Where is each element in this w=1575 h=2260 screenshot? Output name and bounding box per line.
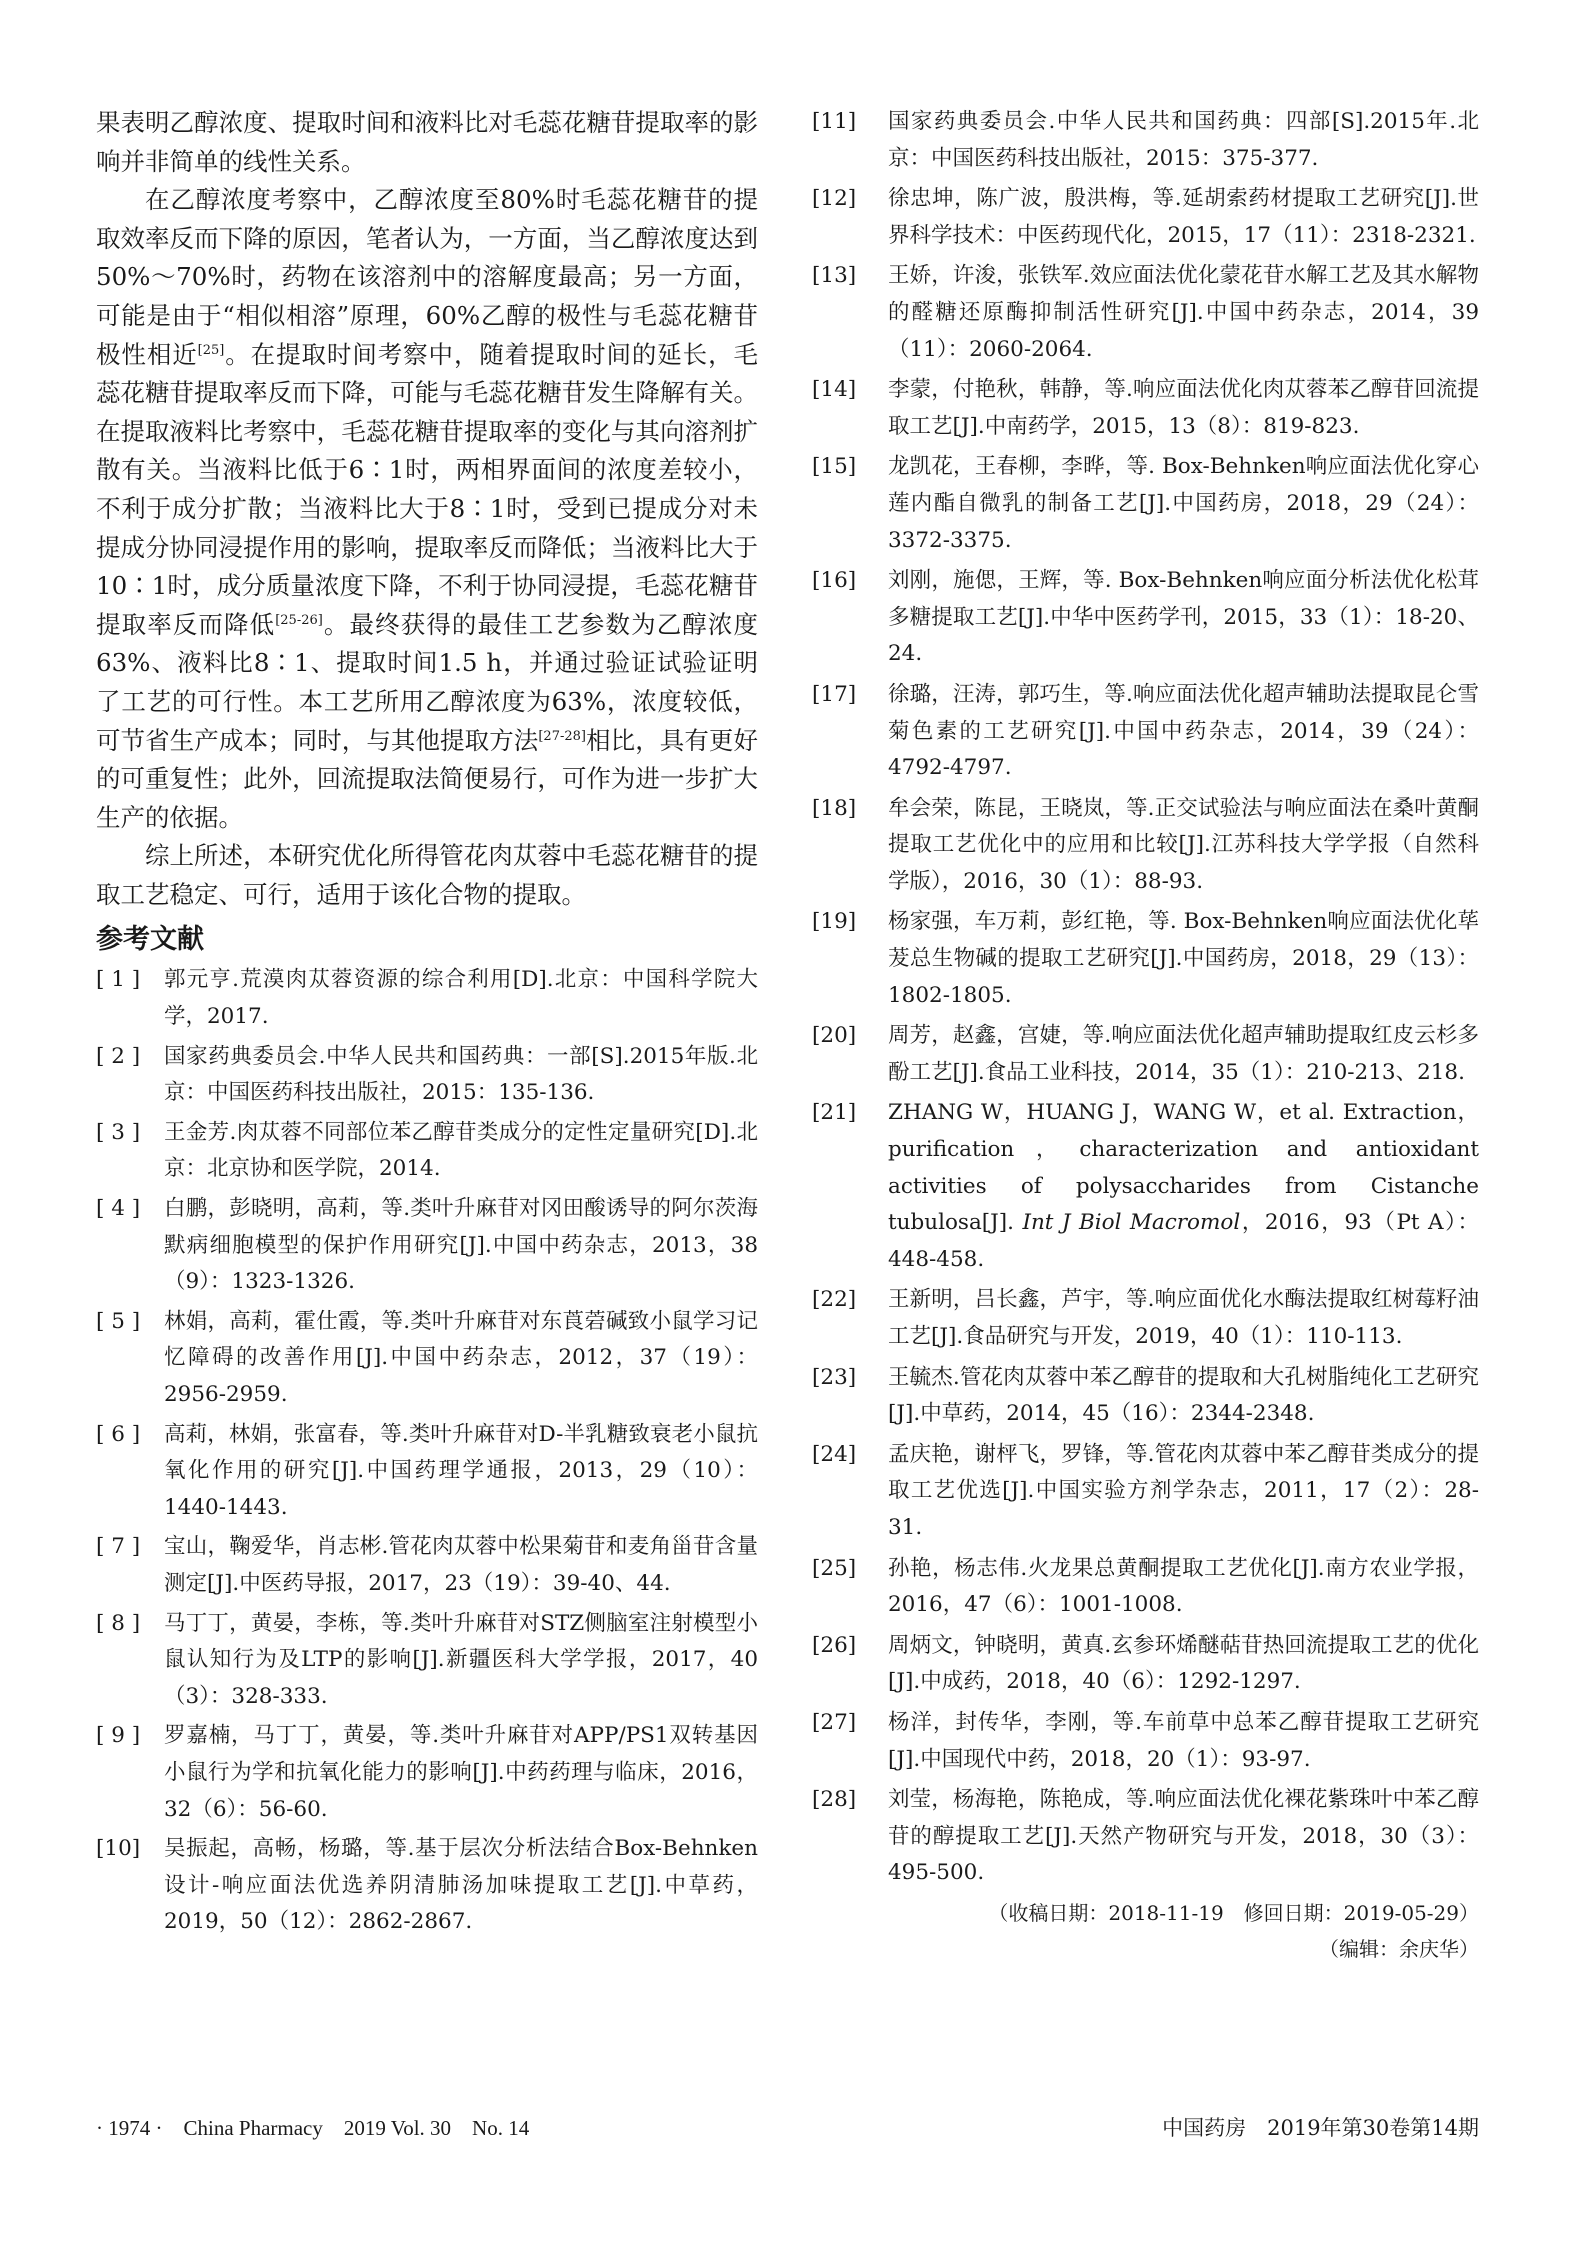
reference-item — [812, 1018, 1479, 1091]
reference-text: 杨洋，封传华，李刚，等.车前草中总苯乙醇苷提取工艺研究[J].中国现代中药，2018，20（1）：93-97. — [888, 1709, 1479, 1772]
paragraph-2-part-b: 。在提取时间考察中，随着提取时间的延长，毛蕊花糖苷提取率反而下降，可能与毛蕊花糖苷发生降解有关。在提取液料比考察中，毛蕊花糖苷提取率的变化与其向溶剂扩散有关。当液料比低于6∶1时，两相界面间的浓度差较小，不利于成分扩散；当液料比大于8∶1时，受到已提成分对未提成分协同浸提作用的影响，提取率反而降低；当液料比大于10∶1时，成分质量浓度下降，不利于协同浸提，毛蕊花糖苷提取率反而降低 — [96, 339, 759, 639]
reference-text: 刘刚，施偲，王辉，等. Box-Behnken响应面分析法优化松茸多糖提取工艺[J].中华中医药学刊，2015，33（1）：18-20、24. — [888, 568, 1479, 667]
journal-name-italic: Int J Biol Macromol — [1022, 1210, 1241, 1236]
reference-number: [ 9 ] — [96, 1723, 141, 1749]
reference-item — [812, 1282, 1479, 1355]
reference-item — [812, 1437, 1479, 1547]
reference-item — [812, 1628, 1479, 1701]
reference-item — [96, 1304, 758, 1414]
reference-item — [812, 1782, 1479, 1892]
footer-journal-info-english: · 1974 · China Pharmacy 2019 Vol. 30 No. 14 — [96, 2116, 530, 2140]
reference-item — [96, 1529, 758, 1602]
body-paragraph-3: 综上所述，本研究优化所得管花肉苁蓉中毛蕊花糖苷的提取工艺稳定、可行，适用于该化合物的提取。 — [96, 841, 758, 909]
reference-number: [21] — [812, 1100, 857, 1126]
reference-text: 徐忠坤，陈广波，殷洪梅，等.延胡索药材提取工艺研究[J].世界科学技术：中医药现代化，2015，17（11）：2318-2321. — [888, 186, 1479, 248]
reference-item — [96, 1417, 758, 1527]
reference-item — [812, 372, 1479, 445]
reference-number: [13] — [812, 263, 857, 289]
reference-number: [ 8 ] — [96, 1610, 141, 1636]
body-paragraph-2 — [96, 181, 758, 837]
reference-item — [812, 1360, 1479, 1433]
reference-item — [812, 258, 1479, 368]
reference-text: 宝山，鞠爱华，肖志彬.管花肉苁蓉中松果菊苷和麦角甾苷含量测定[J].中医药导报，2017，23（19）：39-40、44. — [164, 1534, 758, 1596]
reference-text: 周炳文，钟晓明，黄真.玄参环烯醚萜苷热回流提取工艺的优化[J].中成药，2018，40（6）：1292-1297. — [888, 1632, 1479, 1695]
citation-27-28: [27-28] — [538, 728, 586, 744]
reference-item — [96, 1115, 758, 1188]
reference-text: 李蒙，付艳秋，韩静，等.响应面法优化肉苁蓉苯乙醇苷回流提取工艺[J].中南药学，2015，13（8）：819-823. — [888, 377, 1479, 439]
reference-number: [17] — [812, 681, 857, 707]
reference-text: 王金芳.肉苁蓉不同部位苯乙醇苷类成分的定性定量研究[D].北京：北京协和医学院，2014. — [164, 1119, 758, 1182]
references-list-left — [96, 962, 758, 1940]
reference-number: [20] — [812, 1023, 857, 1049]
references-heading: 参考文献 — [96, 924, 204, 956]
reference-text: 罗嘉楠，马丁丁，黄晏，等.类叶升麻苷对APP/PS1双转基因小鼠行为学和抗氧化能力的影响[J].中药药理与临床，2016，32（6）：56-60. — [164, 1723, 758, 1822]
paragraph-2-part-d: 相比，具有更好的可重复性；此外，回流提取法简便易行，可作为进一步扩大生产的依据。 — [96, 725, 759, 832]
reference-number: [27] — [812, 1709, 857, 1735]
reference-number: [ 4 ] — [96, 1196, 141, 1222]
reference-number: [ 3 ] — [96, 1119, 141, 1145]
reference-text: ZHANG W，HUANG J，WANG W，et al. Extraction，purification，characterization and antioxidant activities of polysaccharides from Cistanche tubulosa[J]. — [888, 1100, 1479, 1236]
reference-item — [812, 1705, 1479, 1778]
reference-text: 王毓杰.管花肉苁蓉中苯乙醇苷的提取和大孔树脂纯化工艺研究[J].中草药，2014，45（16）：2344-2348. — [888, 1364, 1479, 1427]
reference-item — [96, 962, 758, 1035]
reference-number: [ 2 ] — [96, 1043, 141, 1069]
reference-item — [812, 1095, 1479, 1278]
reference-item — [812, 791, 1479, 901]
reference-number: [11] — [812, 109, 857, 134]
paragraph-2-part-c: 。最终获得的最佳工艺参数为乙醇浓度63%、液料比8∶1、提取时间1.5 h，并通过验证试验证明了工艺的可行性。本工艺所用乙醇浓度为63%，浓度较低，可节省生产成本；同时，与其他提取方法 — [96, 609, 759, 755]
reference-number: [19] — [812, 909, 857, 935]
reference-item — [96, 1191, 758, 1301]
reference-text: 周芳，赵鑫，宫婕，等.响应面法优化超声辅助提取红皮云杉多酚工艺[J].食品工业科技，2014，35（1）：210-213、218. — [888, 1023, 1479, 1085]
citation-25: [25] — [197, 342, 225, 358]
reference-item — [812, 181, 1479, 254]
reference-item — [812, 1551, 1479, 1624]
reference-number: [10] — [96, 1836, 141, 1862]
reference-item — [812, 449, 1479, 559]
editor-credit: （编辑：余庆华） — [1319, 1936, 1479, 1961]
reference-tail: ，2016，93（Pt A）：448-458. — [888, 1210, 1480, 1272]
reference-item — [812, 104, 1479, 177]
paragraph-2-part-a: 在乙醇浓度考察中，乙醇浓度至80%时毛蕊花糖苷的提取效率反而下降的原因，笔者认为，一方面，当乙醇浓度达到50%～70%时，药物在该溶剂中的溶解度最高；另一方面，可能是由于“相似相溶”原理，60%乙醇的极性与毛蕊花糖苷极性相近 — [96, 185, 758, 369]
reference-text: 郭元亨.荒漠肉苁蓉资源的综合利用[D].北京：中国科学院大学，2017. — [164, 967, 758, 1030]
reference-text: 龙凯花，王春柳，李晔，等. Box-Behnken响应面法优化穿心莲内酯自微乳的制备工艺[J].中国药房，2018，29（24）：3372-3375. — [888, 454, 1479, 553]
reference-number: [16] — [812, 568, 857, 594]
citation-25-26: [25-26] — [275, 612, 323, 628]
reference-text: 孟庆艳，谢枰飞，罗锋，等.管花肉苁蓉中苯乙醇苷类成分的提取工艺优选[J].中国实验方剂学杂志，2011，17（2）：28-31. — [888, 1441, 1479, 1540]
reference-number: [25] — [812, 1555, 857, 1581]
reference-item — [96, 1831, 758, 1941]
reference-text: 林娟，高莉，霍仕霞，等.类叶升麻苷对东莨菪碱致小鼠学习记忆障碍的改善作用[J].中国中药杂志，2012，37（19）：2956-2959. — [164, 1308, 758, 1407]
reference-number: [24] — [812, 1441, 857, 1467]
reference-item — [812, 677, 1479, 787]
reference-number: [23] — [812, 1364, 857, 1390]
right-column — [812, 104, 1479, 1966]
body-paragraph-1: 果表明乙醇浓度、提取时间和液料比对毛蕊花糖苷提取率的影响并非简单的线性关系。 — [96, 108, 758, 176]
reference-text: 马丁丁，黄晏，李栋，等.类叶升麻苷对STZ侧脑室注射模型小鼠认知行为及LTP的影响[J].新疆医科大学学报，2017，40（3）：328-333. — [164, 1610, 758, 1709]
received-revised-dates: （收稿日期：2018-11-19 修回日期：2019-05-29） — [988, 1900, 1479, 1925]
reference-number: [22] — [812, 1287, 857, 1313]
reference-number: [28] — [812, 1787, 857, 1813]
reference-text: 国家药典委员会.中华人民共和国药典：一部[S].2015年版.北京：中国医药科技出版社，2015：135-136. — [164, 1043, 758, 1106]
reference-text: 杨家强，车万莉，彭红艳，等. Box-Behnken响应面法优化荜茇总生物碱的提取工艺研究[J].中国药房，2018，29（13）：1802-1805. — [888, 909, 1479, 1008]
reference-text: 徐璐，汪涛，郭巧生，等.响应面法优化超声辅助法提取昆仑雪菊色素的工艺研究[J].中国中药杂志，2014，39（24）：4792-4797. — [888, 681, 1479, 781]
reference-number: [ 1 ] — [96, 967, 141, 993]
reference-text: 吴振起，高畅，杨璐，等.基于层次分析法结合Box-Behnken设计-响应面法优选养阴清肺汤加味提取工艺[J].中草药，2019，50（12）：2862-2867. — [164, 1836, 758, 1935]
reference-number: [ 6 ] — [96, 1421, 141, 1447]
reference-text: 高莉，林娟，张富春，等.类叶升麻苷对D-半乳糖致衰老小鼠抗氧化作用的研究[J].中国药理学通报，2013，29（10）：1440-1443. — [164, 1421, 758, 1520]
reference-number: [ 7 ] — [96, 1534, 141, 1560]
reference-text: 王新明，吕长鑫，芦宇，等.响应面优化水酶法提取红树莓籽油工艺[J].食品研究与开发，2019，40（1）：110-113. — [888, 1287, 1479, 1349]
footer-journal-info-chinese: 中国药房 2019年第30卷第14期 — [1162, 2116, 1479, 2140]
reference-number: [12] — [812, 186, 857, 212]
reference-item — [96, 1718, 758, 1828]
reference-number: [ 5 ] — [96, 1308, 141, 1334]
reference-item — [812, 563, 1479, 673]
reference-item — [96, 1039, 758, 1112]
references-list-right — [812, 104, 1479, 1892]
reference-text: 国家药典委员会.中华人民共和国药典：四部[S].2015年.北京：中国医药科技出版社，2015：375-377. — [888, 109, 1479, 171]
reference-number: [26] — [812, 1632, 857, 1658]
reference-text: 刘莹，杨海艳，陈艳成，等.响应面法优化裸花紫珠叶中苯乙醇苷的醇提取工艺[J].天然产物研究与开发，2018，30（3）：495-500. — [888, 1787, 1479, 1886]
reference-text: 王娇，许浚，张铁军.效应面法优化蒙花苷水解工艺及其水解物的醛糖还原酶抑制活性研究[J].中国中药杂志，2014，39（11）：2060-2064. — [888, 263, 1479, 362]
reference-number: [15] — [812, 454, 857, 480]
reference-item — [812, 904, 1479, 1014]
reference-text: 白鹏，彭晓明，高莉，等.类叶升麻苷对冈田酸诱导的阿尔茨海默病细胞模型的保护作用研究[J].中国中药杂志，2013，38（9）：1323-1326. — [164, 1196, 758, 1295]
reference-item — [96, 1606, 758, 1716]
reference-number: [14] — [812, 377, 857, 403]
reference-text: 牟会荣，陈昆，王晓岚，等.正交试验法与响应面法在桑叶黄酮提取工艺优化中的应用和比较[J].江苏科技大学学报（自然科学版），2016，30（1）：88-93. — [888, 795, 1479, 894]
reference-number: [18] — [812, 795, 857, 821]
left-column — [96, 104, 758, 1944]
reference-text: 孙艳，杨志伟.火龙果总黄酮提取工艺优化[J].南方农业学报，2016，47（6）：1001-1008. — [888, 1555, 1479, 1618]
